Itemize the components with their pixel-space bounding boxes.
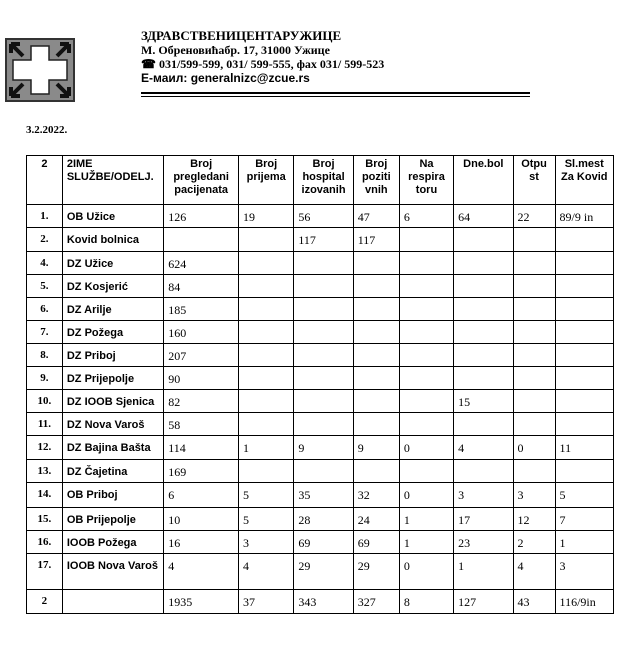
table-cell: 19 <box>239 205 294 228</box>
column-header: Broj poziti vnih <box>353 156 399 205</box>
table-cell <box>454 228 513 252</box>
table-cell <box>399 413 453 436</box>
table-cell <box>239 344 294 367</box>
table-cell <box>513 321 555 344</box>
table-cell <box>294 252 353 275</box>
table-cell: 117 <box>294 228 353 252</box>
table-cell <box>555 252 613 275</box>
table-cell <box>399 252 453 275</box>
table-cell: 35 <box>294 483 353 508</box>
table-cell <box>555 321 613 344</box>
service-name: DZ Požega <box>62 321 163 344</box>
health-center-logo <box>5 38 75 102</box>
table-cell: 0 <box>399 436 453 460</box>
table-cell: 327 <box>353 590 399 614</box>
table-cell: 3 <box>454 483 513 508</box>
service-name: DZ Užice <box>62 252 163 275</box>
table-cell: 84 <box>164 275 239 298</box>
row-number: 13. <box>27 460 63 483</box>
table-cell <box>399 321 453 344</box>
row-number: 4. <box>27 252 63 275</box>
table-cell: 116/9in <box>555 590 613 614</box>
table-cell <box>294 413 353 436</box>
table-row <box>27 483 614 508</box>
column-header: Broj prijema <box>239 156 294 205</box>
table-cell <box>353 367 399 390</box>
header-rule-thin <box>141 96 530 97</box>
table-cell <box>353 460 399 483</box>
table-row <box>27 321 614 344</box>
service-name: DZ Kosjerić <box>62 275 163 298</box>
table-cell: 0 <box>513 436 555 460</box>
org-address: М. Обреновићабр. 17, 31000 Ужице <box>141 43 330 57</box>
table-cell <box>239 321 294 344</box>
table-cell <box>399 275 453 298</box>
table-cell: 7 <box>555 508 613 531</box>
table-cell: 23 <box>454 531 513 554</box>
column-header: Broj hospital izovanih <box>294 156 353 205</box>
service-name: DZ IOOB Sjenica <box>62 390 163 413</box>
service-name: DZ Čajetina <box>62 460 163 483</box>
table-row <box>27 367 614 390</box>
service-name: IOOB Nova Varoš <box>62 554 163 590</box>
service-name: IOOB Požega <box>62 531 163 554</box>
table-row <box>27 436 614 460</box>
row-number: 6. <box>27 298 63 321</box>
row-number: 1. <box>27 205 63 228</box>
table-cell <box>239 298 294 321</box>
service-name <box>62 590 163 614</box>
column-header: Na respira toru <box>399 156 453 205</box>
table-cell <box>239 228 294 252</box>
table-cell <box>239 367 294 390</box>
table-cell: 4 <box>454 436 513 460</box>
table-cell <box>513 460 555 483</box>
table-row <box>27 460 614 483</box>
table-cell: 0 <box>399 554 453 590</box>
table-cell <box>294 275 353 298</box>
table-cell: 56 <box>294 205 353 228</box>
table-cell <box>513 252 555 275</box>
table-cell <box>399 460 453 483</box>
row-number: 17. <box>27 554 63 590</box>
row-number: 10. <box>27 390 63 413</box>
table-cell <box>239 460 294 483</box>
table-cell <box>454 321 513 344</box>
column-header: Otpu st <box>513 156 555 205</box>
table-cell: 4 <box>164 554 239 590</box>
table-cell: 1 <box>239 436 294 460</box>
table-cell <box>399 298 453 321</box>
table-cell: 10 <box>164 508 239 531</box>
table-row <box>27 554 614 590</box>
table-row <box>27 508 614 531</box>
table-cell <box>555 367 613 390</box>
table-cell: 3 <box>555 554 613 590</box>
table-cell <box>164 228 239 252</box>
table-cell: 89/9 in <box>555 205 613 228</box>
table-cell <box>294 321 353 344</box>
table-cell: 6 <box>164 483 239 508</box>
table-cell <box>513 367 555 390</box>
table-cell <box>513 413 555 436</box>
table-cell <box>454 367 513 390</box>
table-cell <box>555 413 613 436</box>
table-cell <box>454 298 513 321</box>
table-cell: 69 <box>294 531 353 554</box>
table-cell <box>399 344 453 367</box>
table-row <box>27 531 614 554</box>
table-cell <box>239 390 294 413</box>
row-number: 8. <box>27 344 63 367</box>
table-cell <box>513 344 555 367</box>
service-name: OB Priboj <box>62 483 163 508</box>
org-email: Е-маил: generalnizc@zcue.rs <box>141 71 310 85</box>
service-name: DZ Priboj <box>62 344 163 367</box>
table-row <box>27 228 614 252</box>
table-cell: 64 <box>454 205 513 228</box>
table-cell: 3 <box>239 531 294 554</box>
table-cell: 5 <box>239 483 294 508</box>
table-cell: 169 <box>164 460 239 483</box>
column-header: 2 <box>27 156 63 205</box>
table-row <box>27 390 614 413</box>
table-cell <box>399 390 453 413</box>
table-cell: 343 <box>294 590 353 614</box>
table-cell <box>239 275 294 298</box>
table-cell: 47 <box>353 205 399 228</box>
org-phone: ☎ 031/599-599, 031/ 599-555, фах 031/ 599-523 <box>141 57 385 71</box>
table-cell <box>294 344 353 367</box>
table-cell <box>513 228 555 252</box>
table-cell: 9 <box>294 436 353 460</box>
table-cell: 1 <box>399 508 453 531</box>
table-cell: 32 <box>353 483 399 508</box>
table-cell <box>399 228 453 252</box>
table-cell: 1935 <box>164 590 239 614</box>
table-cell: 8 <box>399 590 453 614</box>
row-number: 7. <box>27 321 63 344</box>
table-cell: 3 <box>513 483 555 508</box>
table-cell <box>513 298 555 321</box>
table-cell: 126 <box>164 205 239 228</box>
table-cell <box>555 228 613 252</box>
table-cell: 17 <box>454 508 513 531</box>
table-row <box>27 413 614 436</box>
table-cell <box>353 413 399 436</box>
service-name: DZ Bajina Bašta <box>62 436 163 460</box>
table-cell <box>555 390 613 413</box>
service-name: DZ Nova Varoš <box>62 413 163 436</box>
column-header: Broj pregledani pacijenata <box>164 156 239 205</box>
table-cell <box>294 460 353 483</box>
header-rule <box>141 92 530 94</box>
table-cell: 1 <box>454 554 513 590</box>
table-row <box>27 344 614 367</box>
table-cell: 185 <box>164 298 239 321</box>
org-name: ЗДРАВСТВЕНИЦЕНТАРУЖИЦЕ <box>141 28 342 43</box>
table-cell: 1 <box>555 531 613 554</box>
table-cell <box>399 367 453 390</box>
table-cell <box>454 275 513 298</box>
table-cell <box>555 460 613 483</box>
report-date: 3.2.2022. <box>26 124 68 136</box>
service-name: OB Prijepolje <box>62 508 163 531</box>
row-number: 12. <box>27 436 63 460</box>
table-cell <box>555 298 613 321</box>
table-cell <box>294 390 353 413</box>
table-cell: 24 <box>353 508 399 531</box>
table-cell <box>353 344 399 367</box>
table-cell <box>294 367 353 390</box>
table-cell <box>513 275 555 298</box>
row-number: 2. <box>27 228 63 252</box>
table-cell <box>454 460 513 483</box>
row-number: 2 <box>27 590 63 614</box>
row-number: 16. <box>27 531 63 554</box>
table-cell: 69 <box>353 531 399 554</box>
table-cell: 29 <box>353 554 399 590</box>
table-cell <box>353 275 399 298</box>
column-header: Dne.bol <box>454 156 513 205</box>
table-cell <box>239 252 294 275</box>
table-cell: 9 <box>353 436 399 460</box>
table-cell: 2 <box>513 531 555 554</box>
table-cell <box>239 413 294 436</box>
table-cell: 4 <box>513 554 555 590</box>
table-cell: 624 <box>164 252 239 275</box>
table-cell <box>555 344 613 367</box>
table-cell: 90 <box>164 367 239 390</box>
table-row <box>27 275 614 298</box>
table-cell <box>454 413 513 436</box>
service-name: Kovid bolnica <box>62 228 163 252</box>
table-row <box>27 298 614 321</box>
table-cell: 5 <box>239 508 294 531</box>
table-cell: 6 <box>399 205 453 228</box>
table-cell: 0 <box>399 483 453 508</box>
table-cell: 4 <box>239 554 294 590</box>
table-cell: 1 <box>399 531 453 554</box>
service-name: OB Užice <box>62 205 163 228</box>
table-cell <box>513 390 555 413</box>
table-cell <box>353 252 399 275</box>
table-cell: 114 <box>164 436 239 460</box>
table-header-row <box>27 156 614 205</box>
table-body <box>27 205 614 614</box>
table-cell <box>454 344 513 367</box>
table-row <box>27 252 614 275</box>
table-cell: 37 <box>239 590 294 614</box>
table-cell: 29 <box>294 554 353 590</box>
column-header: Sl.mest Za Kovid <box>555 156 613 205</box>
table-cell: 11 <box>555 436 613 460</box>
table-cell: 82 <box>164 390 239 413</box>
table-cell <box>454 252 513 275</box>
table-row <box>27 205 614 228</box>
table-cell: 43 <box>513 590 555 614</box>
row-number: 11. <box>27 413 63 436</box>
table-row <box>27 590 614 614</box>
row-number: 15. <box>27 508 63 531</box>
row-number: 14. <box>27 483 63 508</box>
column-header: 2IME SLUŽBE/ODELJ. <box>62 156 163 205</box>
table-cell: 5 <box>555 483 613 508</box>
table-cell <box>353 298 399 321</box>
letterhead <box>141 29 531 86</box>
table-cell: 15 <box>454 390 513 413</box>
row-number: 5. <box>27 275 63 298</box>
table-cell: 58 <box>164 413 239 436</box>
service-name: DZ Arilje <box>62 298 163 321</box>
table-cell <box>353 321 399 344</box>
row-number: 9. <box>27 367 63 390</box>
table-cell: 12 <box>513 508 555 531</box>
table-cell: 117 <box>353 228 399 252</box>
service-name: DZ Prijepolje <box>62 367 163 390</box>
table-cell: 16 <box>164 531 239 554</box>
table-cell: 160 <box>164 321 239 344</box>
table-cell: 207 <box>164 344 239 367</box>
table-cell <box>353 390 399 413</box>
table-cell: 22 <box>513 205 555 228</box>
table-cell <box>294 298 353 321</box>
table-cell <box>555 275 613 298</box>
report-table <box>26 155 614 614</box>
table-cell: 28 <box>294 508 353 531</box>
table-cell: 127 <box>454 590 513 614</box>
